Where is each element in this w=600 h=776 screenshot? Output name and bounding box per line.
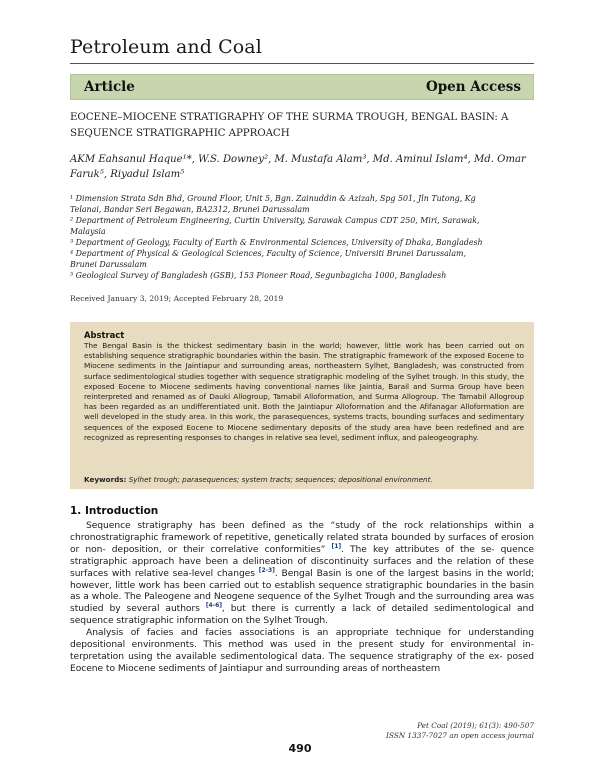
affiliation-line: ² Department of Petroleum Engineering, Curtin University, Sarawak Campus CDT 250, Miri, Sarawak, [70, 216, 480, 225]
received-accepted-dates: Received January 3, 2019; Accepted February 28, 2019 [70, 294, 284, 303]
paragraph [70, 521, 534, 628]
abstract-text: The Bengal Basin is the thickest sedimentary basin in the world; however, little work has been carried out on establishing sequence stratigraphic boundaries within the basin. The stratigraphic framework of the exposed Eocene to Miocene sediments in the Jaintiapur and surrounding areas, northeastern Sylhet, Bangladesh, was constructed from surface sedimentological studies together with sequence stratigraphic modeling of the Sylhet trough. In this study, the exposed Eocene to Miocene sediments having conventional names like Jaintia, Barail and Surma Group have been reinterpreted and renamed as of Dauki Allogroup, Tamabil Alloformation, and Surma Allogroup. The Tamabil Allogroup has been regarded as an undifferentiated unit. Both the Jaintiapur Alloformation and the Afifanagar Alloformation are well developed in the study area. In this work, the parasequences, systems tracts, bounding surfaces and sedimentary sequences of the exposed Eocene to Miocene sedimentary deposits of the study area have been redefined and are recognized as representing responses to changes in relative sea level, sediment influx, and paleogeography. [84, 341, 524, 442]
author-list: AKM Eahsanul Haque¹*, W.S. Downey², M. Mustafa Alam³, Md. Aminul Islam⁴, Md. Omar Faruk⁵, Riyadul Islam⁵ [70, 154, 526, 180]
paragraph [70, 628, 534, 676]
citation-link[interactable]: [1] [331, 542, 342, 550]
citation-link[interactable]: [4-6] [205, 602, 222, 610]
affiliation-line: ³ Department of Geology, Faculty of Earth & Environmental Sciences, University of Dhaka, Bangladesh [70, 238, 483, 247]
keywords-label: Keywords: [84, 475, 127, 484]
footer-citation-line: Pet Coal (2019); 61(3): 490-507 [417, 721, 534, 730]
open-access-label: Open Access [425, 79, 521, 95]
article-type-band [70, 74, 534, 100]
paragraph-text: Sequence stratigraphy has been defined as the “study of the rock relationships within a chronostratigraphic framework of repetitive, genetically related strata bounded by surfaces of erosion or non- deposition, or their correlative conformities” [70, 521, 534, 555]
affiliation-line: ⁵ Geological Survey of Bangladesh (GSB), 153 Pioneer Road, Segunbagicha 1000, Bangladesh [70, 271, 447, 280]
keywords-text: Sylhet trough; parasequences; system tracts; sequences; depositional environment. [128, 475, 433, 484]
journal-title: Petroleum and Coal [70, 36, 262, 58]
affiliations [70, 193, 540, 281]
header-divider [70, 63, 534, 64]
affiliation-line: Brunei Darussalam [70, 260, 147, 269]
body-text [70, 521, 534, 676]
abstract-heading: Abstract [84, 330, 125, 340]
paper-title: EOCENE–MIOCENE STRATIGRAPHY OF THE SURMA TROUGH, BENGAL BASIN: A SEQUENCE STRATIGRAPHIC APPROACH [70, 111, 509, 139]
paragraph-text: . Bengal Basin is one of the largest basins in the world; however, little work has been carried out to establish sequence stratigraphic boundaries in the basin as a whole. The Paleogene and Neogene sequence of the Sylhet Trough and the surrounding area was studied by several authors [70, 568, 534, 615]
paragraph-text: , but there is currently a lack of detailed sedimentological and sequence stratigraphic information on the Sylhet Trough. [70, 604, 534, 627]
paragraph-text: Analysis of facies and facies associations is an appropriate technique for understanding depositional environments. This method was used in the present study for environmental in- terpretation using the available sedimentological data. The sequence stratigraphy of the ex- posed Eocene to Miocene sediments of Jaintiapur and surrounding areas of northeastern [70, 628, 534, 674]
article-type-label: Article [84, 79, 135, 95]
page-number: 490 [288, 742, 312, 755]
footer-issn-line: ISSN 1337-7027 an open access journal [385, 731, 534, 740]
affiliation-line: Telanai, Bandar Seri Begawan, BA2312, Brunei Darussalam [70, 205, 310, 214]
affiliation-line: ¹ Dimension Strata Sdn Bhd, Ground Floor, Unit 5, Bgn. Zainuddin & Azizah, Spg 501, Jln Tutong, Kg [70, 194, 476, 203]
footer-citation [386, 721, 534, 741]
abstract-box [70, 322, 534, 489]
citation-link[interactable]: [2-3] [258, 566, 275, 574]
paragraph-text: . The key attributes of the se- quence stratigraphic approach have been a delineation of discontinuity surfaces and the relation of these surfaces with relative sea-level changes [70, 544, 534, 579]
keywords [84, 475, 524, 484]
affiliation-line: Malaysia [70, 227, 106, 236]
affiliation-line: ⁴ Department of Physical & Geological Sciences, Faculty of Science, Universiti Brunei Darussalam, [70, 249, 467, 258]
section-heading: 1. Introduction [70, 505, 159, 517]
